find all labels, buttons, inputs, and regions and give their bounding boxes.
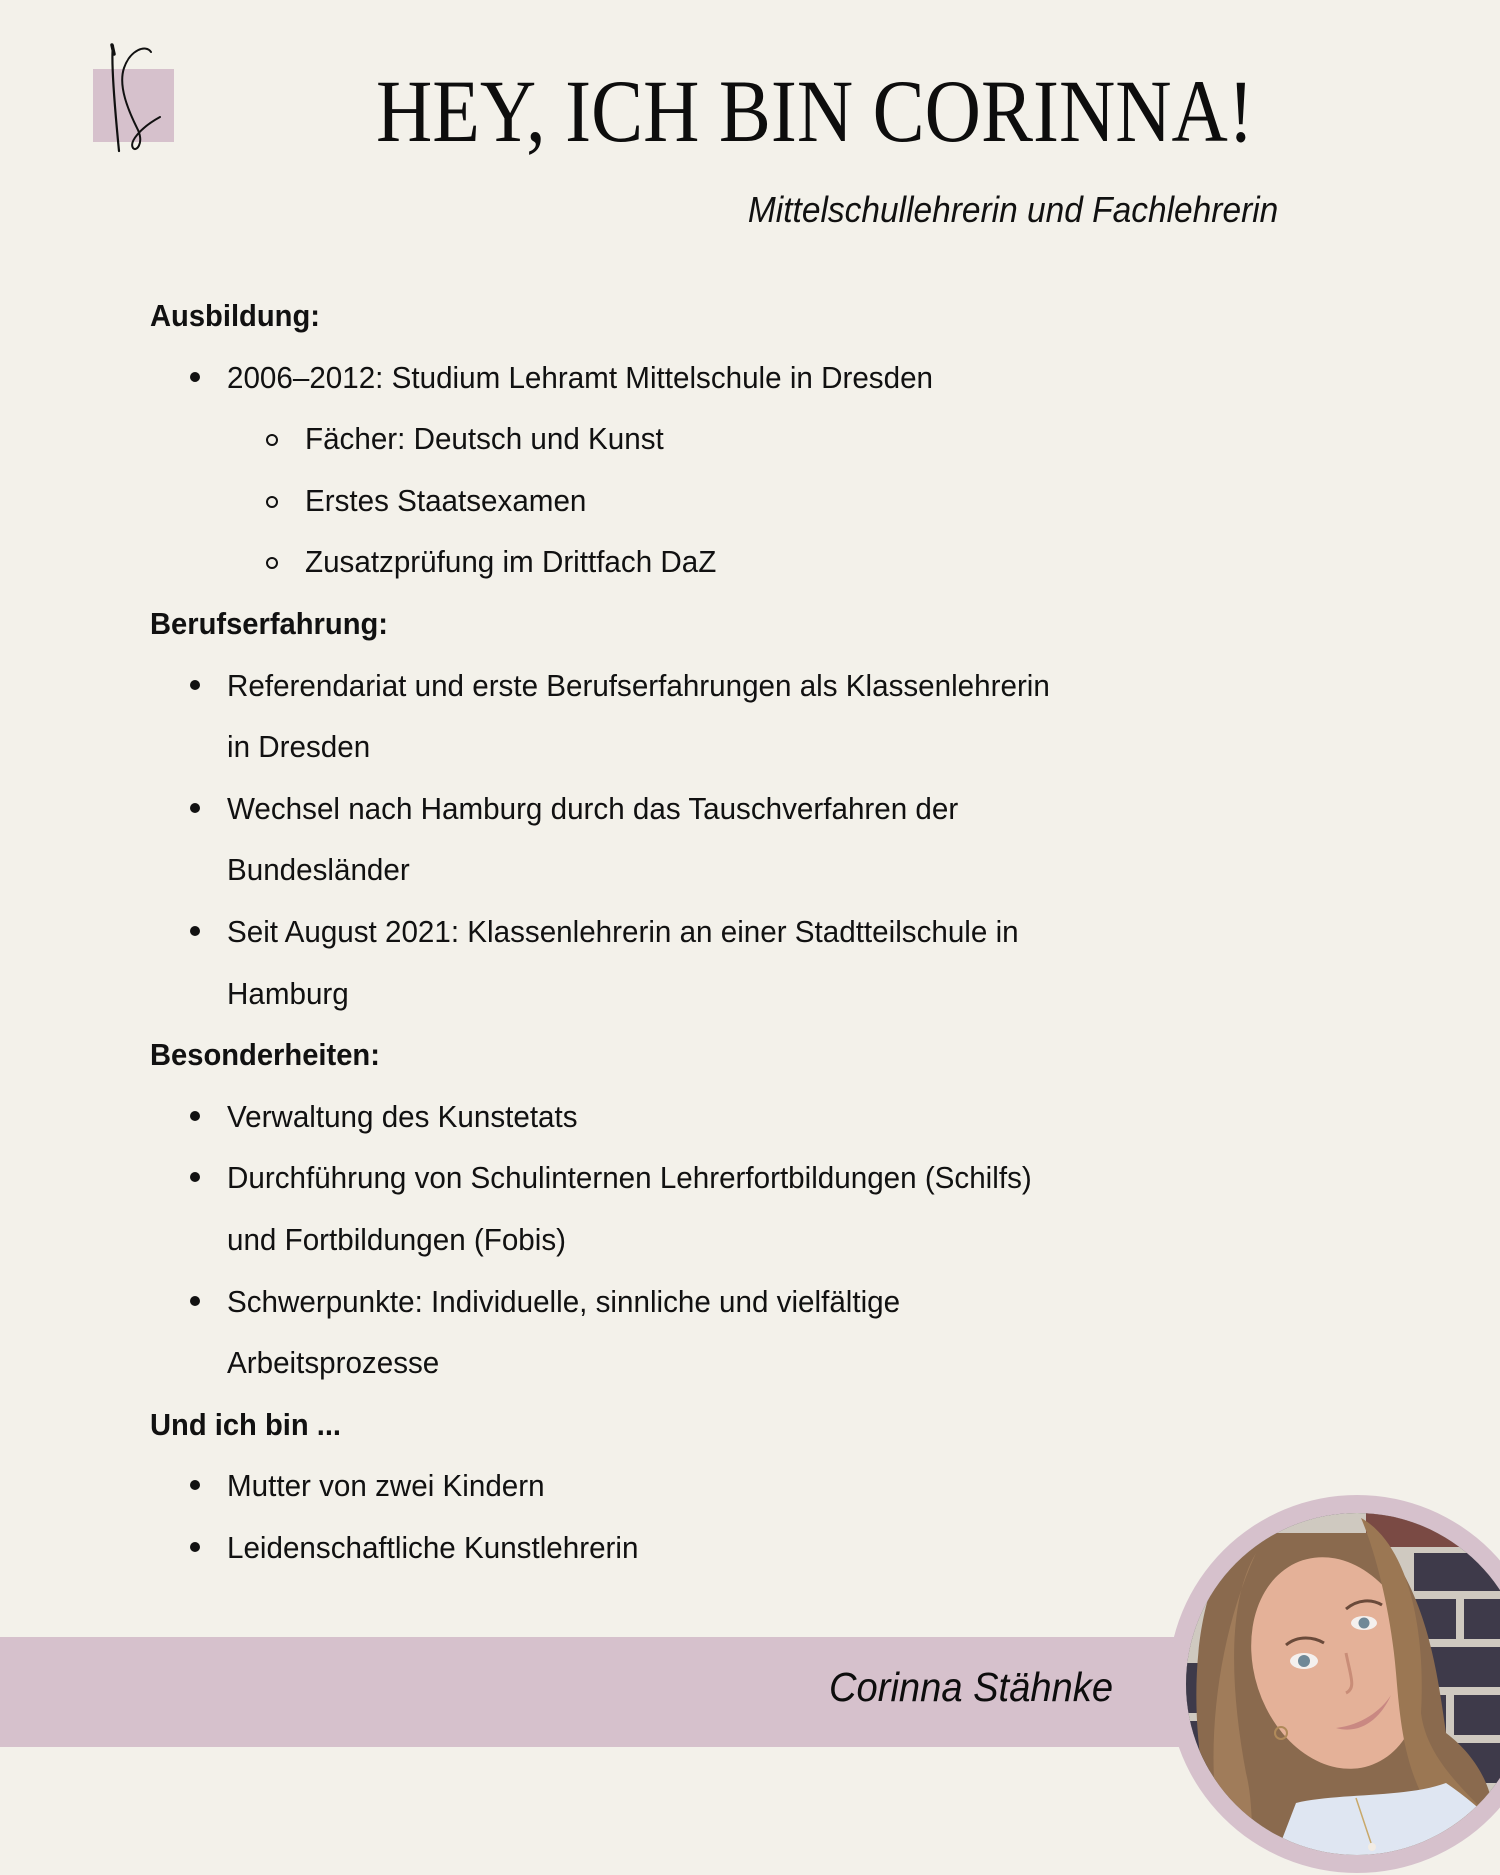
bullet-icon xyxy=(190,1111,200,1121)
monogram-icon xyxy=(80,40,200,160)
list-item-continuation: in Dresden xyxy=(227,729,371,765)
list-item: Schwerpunkte: Individuelle, sinnliche und vielfältige xyxy=(150,1271,1200,1333)
list-item: Referendariat und erste Berufserfahrungen als Klassenlehrerin xyxy=(150,655,1200,717)
page-subtitle: Mittelschullehrerin und Fachlehrerin xyxy=(747,189,1278,230)
portrait-photo xyxy=(1186,1513,1500,1855)
list-item-continuation: und Fortbildungen (Fobis) xyxy=(227,1221,567,1257)
portrait-image-icon xyxy=(1186,1513,1500,1855)
section-heading-besonderheiten: Besonderheiten: xyxy=(150,1037,380,1073)
list-item: Durchführung von Schulinternen Lehrerfortbildungen (Schilfs) xyxy=(150,1147,1200,1209)
sub-list-item: Zusatzprüfung im Drittfach DaZ xyxy=(150,531,1200,593)
bullet-icon xyxy=(190,680,200,690)
bullet-icon xyxy=(190,372,200,382)
portrait-frame xyxy=(1168,1495,1500,1873)
list-item-continuation: Arbeitsprozesse xyxy=(227,1345,440,1381)
bullet-icon xyxy=(190,1480,200,1490)
list-item: Verwaltung des Kunstetats xyxy=(150,1086,1200,1148)
list-item: Mutter von zwei Kindern xyxy=(150,1455,1200,1517)
list-item: Leidenschaftliche Kunstlehrerin xyxy=(150,1517,1200,1579)
sub-list-item: Fächer: Deutsch und Kunst xyxy=(150,408,1200,470)
section-heading-berufserfahrung: Berufserfahrung: xyxy=(150,605,389,641)
hollow-bullet-icon xyxy=(266,557,278,569)
section-heading-und-ich-bin: Und ich bin ... xyxy=(150,1406,342,1442)
list-item-continuation: Hamburg xyxy=(227,975,349,1011)
list-item: Wechsel nach Hamburg durch das Tauschverfahren der xyxy=(150,778,1200,840)
bullet-icon xyxy=(190,803,200,813)
list-item: Seit August 2021: Klassenlehrerin an einer Stadtteilschule in xyxy=(150,901,1200,963)
author-name: Corinna Stähnke xyxy=(829,1664,1114,1710)
cv-content xyxy=(150,285,1200,1578)
list-item-continuation: Bundesländer xyxy=(227,852,410,888)
sub-list-item: Erstes Staatsexamen xyxy=(150,470,1200,532)
logo xyxy=(80,40,200,160)
hollow-bullet-icon xyxy=(266,496,278,508)
bullet-icon xyxy=(190,1296,200,1306)
section-heading-ausbildung: Ausbildung: xyxy=(150,298,320,333)
page-title: HEY, ICH BIN CORINNA! xyxy=(376,63,1254,161)
bullet-icon xyxy=(190,1172,200,1182)
bullet-icon xyxy=(190,1542,200,1552)
list-item: 2006–2012: Studium Lehramt Mittelschule in Dresden xyxy=(150,347,1200,409)
hollow-bullet-icon xyxy=(266,434,278,446)
bullet-icon xyxy=(190,926,200,936)
